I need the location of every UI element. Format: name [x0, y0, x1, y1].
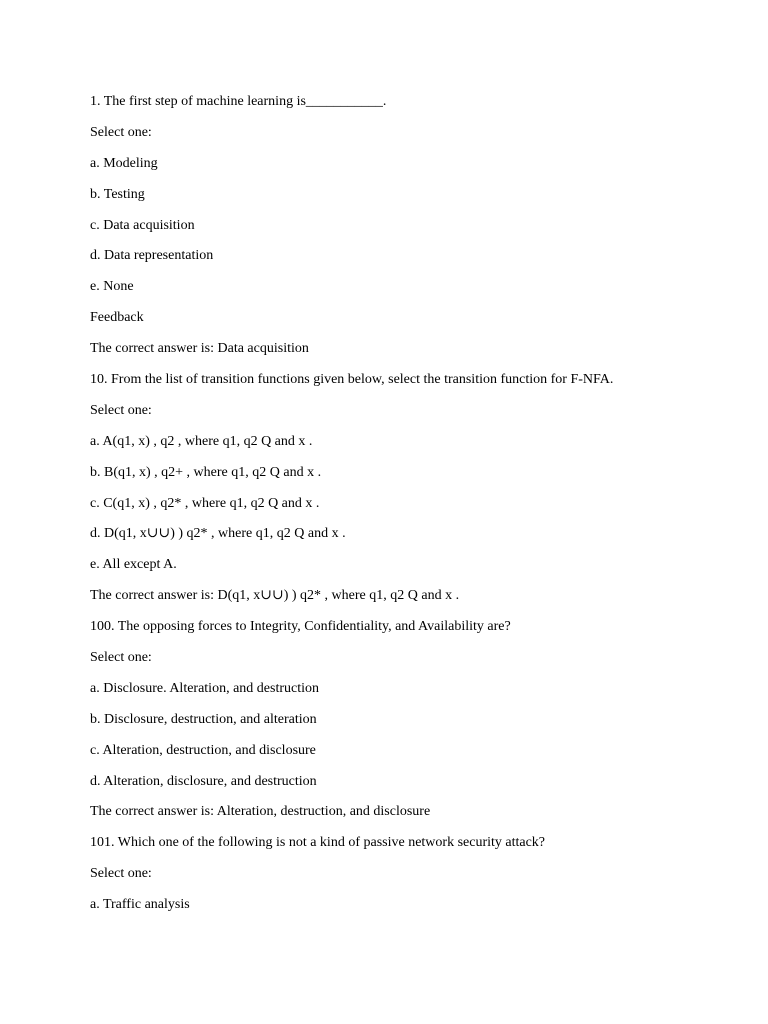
- question-1-text: 1. The first step of machine learning is___________.: [90, 94, 387, 109]
- correct-answer: The correct answer is: Data acquisition: [90, 341, 309, 357]
- option-a: a. Traffic analysis: [90, 897, 190, 913]
- select-one-label: Select one:: [90, 866, 152, 882]
- select-one-label: Select one:: [90, 402, 152, 418]
- correct-answer: The correct answer is: Alteration, destruction, and disclosure: [90, 804, 431, 820]
- option-a: a. A(q1, x) , q2 , where q1, q2 Q and x .: [90, 433, 313, 449]
- option-b: b. Testing: [90, 186, 145, 202]
- option-b: b. B(q1, x) , q2+ , where q1, q2 Q and x .: [90, 464, 322, 480]
- option-d: d. Alteration, disclosure, and destruction: [90, 773, 317, 789]
- option-e: e. All except A.: [90, 557, 177, 573]
- question-100-text: 100. The opposing forces to Integrity, Confidentiality, and Availability are?: [90, 619, 511, 635]
- option-a: a. Disclosure. Alteration, and destruction: [90, 680, 319, 696]
- select-one-label: Select one:: [90, 650, 152, 666]
- question-10-text: 10. From the list of transition functions given below, select the transition function for F-NFA.: [90, 372, 614, 388]
- option-e: e. None: [90, 279, 134, 295]
- option-c: c. Alteration, destruction, and disclosure: [90, 742, 316, 758]
- select-one-label: Select one:: [90, 124, 152, 140]
- option-c: c. Data acquisition: [90, 217, 195, 233]
- option-b: b. Disclosure, destruction, and alteration: [90, 711, 317, 727]
- question-101-text: 101. Which one of the following is not a kind of passive network security attack?: [90, 835, 546, 851]
- correct-answer: The correct answer is: D(q1, x∪∪) ) q2* , where q1, q2 Q and x .: [90, 588, 460, 604]
- option-a: a. Modeling: [90, 155, 158, 171]
- option-d: d. Data representation: [90, 248, 214, 264]
- option-c: c. C(q1, x) , q2* , where q1, q2 Q and x .: [90, 495, 320, 511]
- option-d: d. D(q1, x∪∪) ) q2* , where q1, q2 Q and x .: [90, 526, 346, 542]
- document-page: [90, 92, 730, 926]
- feedback-label: Feedback: [90, 310, 144, 326]
